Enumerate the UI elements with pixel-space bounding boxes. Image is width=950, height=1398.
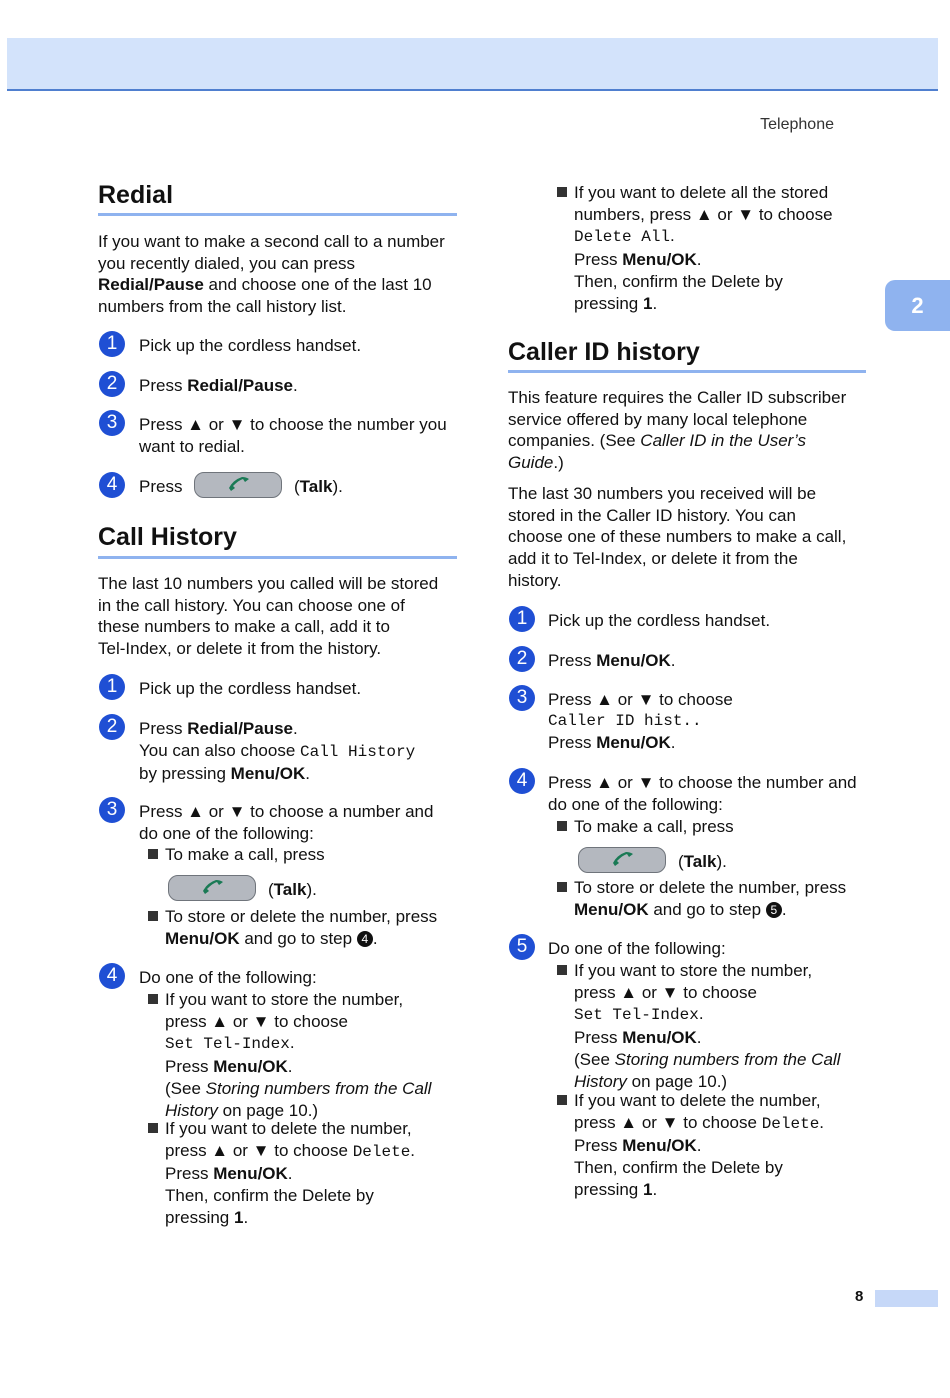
step-number-2: 2 (99, 714, 125, 740)
redial-step-3: Press ▲ or ▼ to choose the number you want to redial. (139, 415, 447, 456)
step-number-2: 2 (99, 371, 125, 397)
phone-icon (609, 851, 635, 869)
heading-rule (98, 213, 457, 216)
step-number-1: 1 (509, 606, 535, 632)
caller-id-heading: Caller ID history (508, 338, 700, 366)
cid-step-4-bullet-1: To make a call, press (574, 817, 734, 836)
cid-step-5: Do one of the following: (548, 939, 726, 958)
talk-label: (Talk). (294, 477, 343, 496)
phone-icon (199, 879, 225, 897)
cid-step-1: Pick up the cordless handset. (548, 611, 771, 630)
ch-step-4-bullet-2: If you want to delete the number, press ▲ or ▼ to choose Delete. Press Menu/OK. Then, confirm the Delete by pressing 1. (165, 1119, 416, 1227)
call-history-heading: Call History (98, 523, 237, 551)
step-number-2: 2 (509, 646, 535, 672)
cid-step-5-bullet-1: If you want to store the number, press ▲ or ▼ to choose Set Tel-Index. Press Menu/OK. (See Storing numbers from the Call History on page 10.) (574, 961, 841, 1091)
cid-step-4: Press ▲ or ▼ to choose the number and do one of the following: (548, 773, 857, 814)
bullet (557, 1095, 567, 1105)
bullet (148, 994, 158, 1004)
talk-button[interactable] (578, 847, 666, 873)
redial-heading: Redial (98, 181, 174, 209)
step-number-1: 1 (99, 674, 125, 700)
cid-step-2: Press Menu/OK. (548, 651, 676, 670)
ch-step-3: Press ▲ or ▼ to choose a number and do one of the following: (139, 802, 434, 843)
step-number-3: 3 (509, 685, 535, 711)
phone-icon (225, 476, 251, 494)
running-header: Telephone (760, 116, 834, 133)
cid-step-3: Press ▲ or ▼ to choose Caller ID hist.. Press Menu/OK. (548, 690, 733, 753)
ch-step-4-bullet-1: If you want to store the number, press ▲ or ▼ to choose Set Tel-Index. Press Menu/OK. (See Storing numbers from the Call History on page 10.) (165, 990, 432, 1120)
talk-label: (Talk). (678, 852, 727, 871)
page-number: 8 (855, 1288, 864, 1305)
talk-label: (Talk). (268, 880, 317, 899)
delete-all-bullet: If you want to delete all the stored numbers, press ▲ or ▼ to choose Delete All. Press Menu/OK. Then, confirm the Delete by pressing 1. (574, 183, 833, 313)
bullet (557, 965, 567, 975)
redial-step-2: Press Redial/Pause. (139, 376, 298, 395)
caller-id-intro-1: This feature requires the Caller ID subscriber service offered by many local telephone companies. (See Caller ID in the User’s Guide.) (508, 388, 847, 473)
redial-intro: If you want to make a second call to a number you recently dialed, you can press Redial/Pause and choose one of the last 10 numbers from the call history list. (98, 232, 445, 317)
header-band (7, 38, 938, 91)
cid-step-4-bullet-2: To store or delete the number, press Menu/OK and go to step 5 . (574, 878, 847, 919)
talk-button[interactable] (168, 875, 256, 901)
step-number-4: 4 (99, 963, 125, 989)
step-ref: 5 (766, 902, 782, 918)
footer-bar (875, 1290, 938, 1307)
step-number-5: 5 (509, 934, 535, 960)
bullet (148, 1123, 158, 1133)
redial-step-4-label: Press (139, 477, 183, 496)
call-history-intro: The last 10 numbers you called will be stored in the call history. You can choose one of these numbers to make a call, add it to Tel-Index, or delete it from the history. (98, 574, 439, 659)
cid-step-5-bullet-2: If you want to delete the number, press ▲ or ▼ to choose Delete. Press Menu/OK. Then, confirm the Delete by pressing 1. (574, 1091, 825, 1199)
step-number-3: 3 (99, 410, 125, 436)
bullet (557, 882, 567, 892)
redial-step-1: Pick up the cordless handset. (139, 336, 362, 355)
step-number-4: 4 (99, 472, 125, 498)
ch-step-3-bullet-2: To store or delete the number, press Menu/OK and go to step 4 . (165, 907, 438, 948)
bullet (557, 821, 567, 831)
chapter-tab[interactable]: 2 (885, 280, 950, 331)
step-ref: 4 (357, 931, 373, 947)
bullet (148, 849, 158, 859)
ch-step-2: Press Redial/Pause. You can also choose Call History by pressing Menu/OK. (139, 719, 416, 784)
bullet (148, 911, 158, 921)
ch-step-3-bullet-1: To make a call, press (165, 845, 325, 864)
ch-step-1: Pick up the cordless handset. (139, 679, 362, 698)
caller-id-intro-2: The last 30 numbers you received will be stored in the Caller ID history. You can choose one of these numbers to make a call, add it to Tel-Index, or delete it from the history. (508, 484, 847, 590)
step-number-4: 4 (509, 768, 535, 794)
heading-rule (98, 556, 457, 559)
heading-rule (508, 370, 866, 373)
step-number-1: 1 (99, 331, 125, 357)
step-number-3: 3 (99, 797, 125, 823)
ch-step-4: Do one of the following: (139, 968, 317, 987)
bullet (557, 187, 567, 197)
talk-button[interactable] (194, 472, 282, 498)
